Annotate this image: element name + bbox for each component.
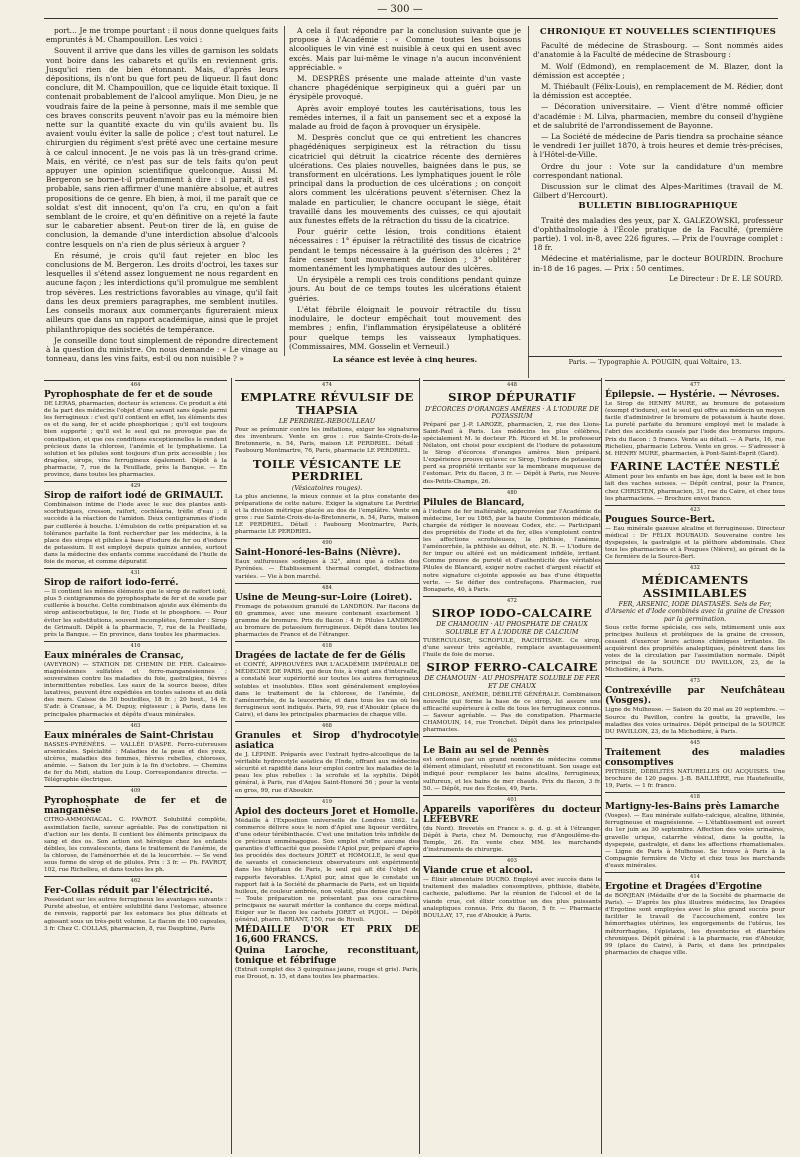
ad-number: 468 <box>235 721 419 730</box>
ad-subtitle: (Vésicatoires rouges). <box>291 483 363 492</box>
advertisement <box>423 488 601 594</box>
ad-headline: MÉDICAMENTS ASSIMILABLES <box>641 573 749 600</box>
ad-title: Pyrophosphate de fer et de manganèse <box>44 796 227 817</box>
article-paragraph: Un érysipèle a rempli ces trois conditions pendant quinze jours. Au bout de ce temps toutes les ulcérations étaient guéries. <box>289 275 521 303</box>
ad-title: Eaux minérales de Saint-Christau <box>44 730 214 741</box>
advertisement <box>235 797 419 925</box>
ad-body: TUBERCULOSE, SCROFULE, RACHITISME. Ce sirop, d'une saveur très agréable, remplace avantageusement l'huile de foie de morue. <box>423 637 601 658</box>
advertisement <box>44 721 227 785</box>
ad-body: Possédant sur les autres ferrugineux les avantages suivants : Pureté absolue, et entière solubilité dans l'estomac, absence de renvois, rapporté par les estomacs les plus délicats et agissant sous un très-petit volume. Le flacon de 100 capsules, 3 fr. Chez C. COLLAS, pharmacien, 8, rue Dauphine, Paris <box>44 897 227 932</box>
advertisement <box>605 792 785 870</box>
ad-title: Apiol des docteurs Joret et Homolle. <box>235 806 419 817</box>
ad-body: CITRO-AMMONIACAL. C. FAVROT. Solubilité complète, assimilation facile, saveur agréable. Pas de constipation ni d'action sur les dents. Il contient les éléments principaux du sang et des os. Son action est héroïque chez les enfants débiles, les convalescents, dans le traitement de l'anémie, de la chlorose, de l'aménorrhée et de la leucorrhée. — Se vend sous forme de sirop et de pilules. Prix : 3 fr. — Ph. FAVROT, 102, rue Richelieu, et dans toutes les ph. <box>44 817 227 874</box>
ad-body: (du Nord). Brevetés en France s. g. d. g. et à l'étranger. Dépôt à Paris, chez M. Demouchy, rue d'Angoulême-du-Temple, 26. En vente chez MM. les marchands d'instruments de chirurgie. <box>423 825 601 854</box>
ad-body: Aliment pour les enfants en bas âge, dont la base est le bon lait des vaches suisses. — Dépôt central, pour la France, chez CHRISTEN, pharmacien, 31, rue du Caire, et chez tous les pharmaciens. — Brochure envoi franco. <box>605 474 785 502</box>
ad-number: 432 <box>605 563 785 572</box>
ad-title: Martigny-les-Bains près Lamarche <box>605 802 780 813</box>
advertisement <box>235 641 419 719</box>
ad-number: 490 <box>235 538 419 547</box>
ad-number: 401 <box>423 795 601 804</box>
chronique-paragraph: M. Wolf (Edmond), en remplacement de M. Blazer, dont la démission est acceptée ; <box>533 61 783 80</box>
ad-column-1 <box>44 378 227 1154</box>
ad-subtitle: FER, ARSENIC, IODE DIASTASÉS. Sels de Fer, d'Arsenic et d'Iode combinés avec la graine de Cresson par la germination. <box>605 600 785 623</box>
article-paragraph: port… Je me trompe pourtant : il nous donne quelques faits empruntés à M. Champouillon. Les voici : <box>46 26 278 45</box>
advertisement <box>605 872 785 957</box>
chronique-paragraph: M. Thiébault (Félix-Louis), en remplacement de M. Rédier, dont la démission est acceptée. <box>533 82 783 101</box>
ad-title: Viande crue et alcool. <box>423 866 533 877</box>
article-paragraph: Pour guérir cette lésion, trois conditions étaient nécessaires : 1° épuiser la rétractilité des tissus de cicatrice pendant le temps nécessaire à la guérison des ulcères ; 2° faire cesser tout mouvement de flexion ; 3° oblitérer momentanément les lymphatiques autour des ulcères. <box>289 227 521 274</box>
ad-number: 445 <box>605 738 785 747</box>
ad-headline: SIROP FERRO-CALCAIRE <box>426 659 598 674</box>
advertisement <box>235 458 419 537</box>
ad-subtitle: D'ÉCORCES D'ORANGES AMÈRES · À L'IODURE DE POTASSIUM <box>425 404 599 420</box>
ad-number: 416 <box>44 641 227 650</box>
ad-body: CHLOROSE, ANÉMIE, DÉBILITÉ GÉNÉRALE. Combinaison nouvelle qui forme la base de ce sirop, lui assure une efficacité supérieure à celle de tous les ferrugineux connus. — Saveur agréable. — Pas de constipation. Pharmacie CHAMOUIN, 14, rue Tronchet. Dépôt dans les principales pharmacies. <box>423 691 601 734</box>
advertisement <box>605 505 785 562</box>
ad-number: 418 <box>605 792 785 801</box>
biblio-body <box>533 216 783 273</box>
chronique-paragraph: Discussion sur le climat des Alpes-Maritimes (travail de M. Gilbert d'Hercourt). <box>533 182 783 201</box>
ad-subtitle: DE CHAMOUIN · AU PHOSPHATE SOLUBLE DE FER ET DE CHAUX <box>424 674 600 690</box>
ad-title: Quina Laroche, reconstituant, tonique et fébrifuge <box>235 946 419 967</box>
ad-body: Le Sirop de HENRY MURE, au bromure de potassium (exempt d'iodure), est le seul qui offre au médecin un moyen facile d'administrer le bromure de potassium à haute dose. La pureté parfaite du bromure employé met le malade à l'abri des accidents causés par l'iode des bromures impurs. Prix du flacon : 5 francs. Vente au détail. — A Paris, 16, rue Richelieu, pharmacie Lebrou. Vente en gros. — S'adresser à M. HENRY MURE, pharmacien, à Pont-Saint-Esprit (Gard). <box>605 401 785 457</box>
ad-title: Granules et Sirop d'hydrocotyle asiatica <box>235 731 419 752</box>
ad-headline: EMPLATRE RÉVULSIF DE THAPSIA <box>240 390 414 417</box>
printer-line: Paris. — Typographie A. POUGIN, quai Voltaire, 13. <box>528 356 782 366</box>
advertisement <box>423 596 601 659</box>
ad-title: Le Bain au sel de Pennès <box>423 746 549 757</box>
ad-body: PHTHISIE, DÉBILITÉS NATURELLES OU ACQUISES. Une brochure de 120 pages. J.-B. BAILLIÈRE, rue Hautefeuille, 19, Paris. — 1 fr. franco. <box>605 768 785 790</box>
article-paragraph: A cela il faut répondre par la conclusion suivante que je propose à l'Académie : « Comme toutes les boissons alcooliques le vin viné est nuisible à ceux qui en usent avec excès. Mais par lui-même le vinage n'a aucun inconvénient appréciable. » <box>289 26 521 72</box>
ad-body: — Élixir alimentaire DUCRO. Employé avec succès dans le traitement des maladies consomptives, phthisie, diabète, cachexie, paludisme. Par la réunion de l'alcool et de la viande crue, cet élixir constitue un des plus puissants analeptiques connus. Prix du flacon, 5 fr. — Pharmacie BOULLAY, 17, rue d'Aboukir, à Paris. <box>423 877 601 919</box>
article-paragraph: M. Desprès conclut que ce qui entretient les chancres phagédéniques serpigineux est la rétraction du tissu cicatriciel qui détruit la cicatrice récente des dernières ulcérations. Ces plaies nouvelles, baignées dans le pus, se transforment en ulcérations. Les lymphatiques jouent le rôle principal dans la production de ces ulcérations ; on conçoit alors comment les ulcérations peuvent s'éterniser. Chez la malade en particulier, le chancre occupant le siège, était travaillé dans les mouvements des cuisses, ce qui ajoutait aux funestes effets de la rétraction du tissu de la cicatrice. <box>289 133 521 226</box>
ad-headline: FARINE LACTÉE NESTLÉ <box>610 458 780 473</box>
ad-title: Pilules de Blancard, <box>423 497 525 508</box>
article-paragraph: Après avoir employé toutes les cautérisations, tous les remèdes internes, il a fait un pansement sec et a exposé la malade au froid de façon à provoquer un érysipèle. <box>289 103 521 132</box>
ad-number: 462 <box>44 876 227 885</box>
ad-title: Usine de Meung-sur-Loire (Loiret). <box>235 592 413 603</box>
ad-number: 409 <box>44 786 227 795</box>
ad-headline: SIROP IODO-CALCAIRE <box>431 605 593 620</box>
ad-body: (Extrait complet des 3 quinquinas jaune, rouge et gris). Paris, rue Drouot, n. 15, et dans toutes les pharmacies. <box>235 967 419 981</box>
ad-body: Sous cette forme spéciale, ces sels, intimement unis aux principes huileux et protéiques de la graine de cresson, cessent d'exercer leurs actions chimiques irritantes. Ils acquièrent des propriétés analeptiques, pénètrent dans les voies de la circulation par l'assimilation normale. Dépôt principal de la SOURCE DU PAVILLON, 23, de la Michodière, à Paris. <box>605 624 785 674</box>
advertisement <box>44 568 227 639</box>
chronique-paragraph: — La Société de médecine de Paris tiendra sa prochaine séance le vendredi 1er juillet 1870, à trois heures et demie très-précises, à l'Hôtel-de-Ville. <box>533 132 783 160</box>
biblio-entry: Médecine et matérialisme, par le docteur BOURDIN. Brochure in-18 de 16 pages. — Prix : 50 centimes. <box>533 254 783 273</box>
ad-number: 414 <box>605 872 785 881</box>
ad-body: et CONTÉ, APPROUVÉES PAR L'ACADÉMIE IMPÉRIALE DE MÉDECINE DE PARIS, qui deux fois, à vingt ans d'intervalle, a constaté leur supériorité sur toutes les autres ferrugineux solubles et insolubles. Elles sont généralement employées dans le traitement de la chlorose, de l'anémie, de l'aménorrhée, de la leucorrhée, et dans tous les cas où les ferrugineux sont indiqués. Paris, 99, rue d'Aboukir (place du Caire), et dans les principales pharmacies de chaque ville. <box>235 662 419 718</box>
advertisement <box>235 380 419 456</box>
article-paragraph: Je conseille donc tout simplement de répondre directement à la question du ministre. On nous demande : « Le vinage au tonneau, dans les vins faits, est-il ou non nuisible ? » <box>46 335 278 364</box>
advertisement <box>423 856 601 920</box>
ad-number: 473 <box>605 676 785 685</box>
chronique-paragraph: Ordre du jour : Vote sur la candidature d'un membre correspondant national. <box>533 161 783 180</box>
advertisement <box>235 925 419 945</box>
ad-number: 477 <box>605 380 785 389</box>
ad-number: 464 <box>44 380 227 389</box>
advertisement <box>423 380 601 486</box>
advertisement <box>605 738 785 790</box>
ad-title: Contrexéville par Neufchâteau (Vosges). <box>605 686 785 707</box>
ad-number: 429 <box>44 481 227 490</box>
ad-body: Médaille à l'Exposition universelle de Londres 1862. Le commerce délivre sous le nom d'Apiol une liqueur verdâtre, d'une odeur térébinthacée. C'est une imitation très infidèle de ce précieux emménagogue. Son emploi n'offre aucune des garanties d'efficacité que possède l'Apiol pur, préparé d'après les procédés des docteurs JORET et HOMOLLE, le seul que de savants et consciencieux observateurs ont expérimenté dans les hôpitaux de Paris, le seul qui ait été l'objet de rapports favorables. L'Apiol pur, ainsi que le constate un rapport fait à la Société de pharmacie de Paris, est un liquide huileux, de couleur ambrée, non volatil, plus dense que l'eau. — Toute préparation ne présentant pas ces caractères principaux ne saurait mériter la confiance du corps médical. Exiger sur le flacon les cachets JORET et PUJOL. — Dépôt général, pharm. BRIANT, 150, rue de Rivoli. <box>235 817 419 924</box>
advertisement <box>44 481 227 566</box>
ad-number: 418 <box>235 641 419 650</box>
advertisement <box>605 563 785 674</box>
ad-number: 448 <box>423 380 601 389</box>
advertisement <box>44 380 227 479</box>
ad-headline: SIROP DÉPURATIF <box>448 390 576 405</box>
advertisement <box>235 538 419 580</box>
ad-title: Eaux minérales de Cransac, <box>44 650 184 661</box>
ad-title: Appareils vaporifères du docteur LEFEBVRE <box>423 804 601 825</box>
ad-number: 403 <box>423 856 601 865</box>
advertisement <box>44 876 227 933</box>
advertisement <box>235 721 419 795</box>
ad-body: de BONJEAN (Médaille d'or de la Société de pharmacie de Paris). — D'après les plus illustres médecins, les Dragées d'Ergotine sont employées avec le plus grand succès pour faciliter le travail de l'accouchement, contre les hémorrhagies utérines, les engorgements de l'utérus, les métrorrhagies, l'épistaxis, les dysenteries et diarrhées chroniques. Dépôt général : à la pharmacie, rue d'Aboukir, 99 (place du Caire), à Paris, et dans les principales pharmacies de chaque ville. <box>605 893 785 956</box>
ad-column-4 <box>601 378 785 1154</box>
ad-number: 480 <box>423 488 601 497</box>
ad-number: 472 <box>423 596 601 605</box>
ad-body: BASSES-PYRÉNÉES. — VALLÉE D'ASPE. Ferro-cuivreuses arsenicales. Spécialité : Maladies de la peau et des yeux, ulcères, maladies des femmes, fièvres rebelles, chloroses, anémie. — Saison du 1er juin à la fin d'octobre. — Chemins de fer du Midi, station du Loup. Correspondance directe. — Télégraphie électrique. <box>44 741 227 784</box>
ad-column-3 <box>419 378 601 1154</box>
ad-body: de J. LÉPINE. Préparés avec l'extrait hydro-alcoolique de la véritable hydrocotyle asiatica de l'Inde, offrant aux médecins sécurité et rapidité dans leur emploi contre les maladies de la peau les plus rebelles : la scrofule et la syphilis. Dépôt général, à Paris, rue d'Anjou Saint-Honoré 56 ; pour la vente en gros, 99, rue d'Aboukir. <box>235 752 419 794</box>
advertisement <box>235 583 419 640</box>
ad-number: 484 <box>235 583 419 592</box>
advertisement <box>423 736 601 793</box>
ad-title: Sirop de raifort iodé de GRIMAULT. <box>44 491 224 502</box>
biblio-heading: BULLETIN BIBLIOGRAPHIQUE <box>578 201 738 212</box>
advertisement <box>605 460 785 503</box>
ad-headline: TOILE VÉSICANTE LE PERDRIEL <box>252 456 402 484</box>
ad-title: Pougues Source-Bert. <box>605 514 715 525</box>
page-number: — 300 — <box>377 4 423 15</box>
ad-number: 463 <box>423 736 601 745</box>
ad-body: à l'iodure de fer inaltérable, approuvées par l'Académie de médecine, 1er ou 1865, par la haute Commission médicale, chargée de rédiger le nouveau Codex, etc. — Participant des propriétés de l'iode et du fer, elles s'emploient contre les affections scrofuleuses, la phthisie, l'anémie, l'aménorrhée, la phthisie au début, etc. N. B. — L'iodure de fer impur ou altéré est un médicament infidèle, irritant. Comme preuve de pureté et d'authenticité des véritables Pilules de Blancard, exiger notre cachet d'argent réactif et notre signature ci-jointe apposée au bas d'une étiquette verte. — Se défier des contrefaçons. Pharmacien, rue Bonaparte, 40, à Paris. <box>423 508 601 593</box>
ad-body: Pour se prémunir contre les imitations, exiger les signatures des inventeurs. Vente en gros : rue Sainte-Croix-de-la-Bretonnerie, n. 54, Paris, maison LE PERDRIEL. Détail : Faubourg Montmartre, 76, Paris, pharmacie LE PERDRIEL. <box>235 427 419 455</box>
ad-title: MÉDAILLE D'OR ET PRIX DE 16,600 FRANCS. <box>235 925 419 946</box>
biblio-entry: Traité des maladies des yeux, par X. GALEZOWSKI, professeur d'ophthalmologie à l'École pratique de la Faculté, (première partie). 1 vol. in-8, avec 226 figures. — Prix de l'ouvrage complet : 18 fr. <box>533 215 783 253</box>
director-signature: Le Directeur : Dr E. LE SOURD. <box>669 274 783 283</box>
chronique-paragraph: — Décoration universitaire. — Vient d'être nommé officier d'académie : M. Lilva, pharmacien, membre du conseil d'hygiène et de salubrité de l'arrondissement de Bayonne. <box>533 102 783 130</box>
ad-column-2 <box>231 378 419 1154</box>
ad-number: 419 <box>235 797 419 806</box>
ad-body: La plus ancienne, la mieux connue et la plus constante des préparations de cette nature. Exiger la signature Le Perdriel et la division métrique placée au dos de l'emplâtre. Vente en gros : rue Sainte-Croix-de-la-Bretonnerie, n. 54, Paris, maison LE PERDRIEL. Détail : Faubourg Montmartre, Paris, pharmacie LE PERDRIEL. <box>235 493 419 536</box>
ad-number: 431 <box>44 568 227 577</box>
session-closing: La séance est levée à cinq heures. <box>332 354 478 364</box>
article-paragraph: M. DESPRÈS présente une malade atteinte d'un vaste chancre phagédénique serpigineux qui a guéri par un érysipèle provoqué. <box>289 74 521 102</box>
ad-number: 463 <box>44 721 227 730</box>
ad-subtitle: DE CHAMOUIN · AU PHOSPHATE DE CHAUX SOLUBLE ET A L'IODURE DE CALCIUM <box>436 620 588 636</box>
ad-number: 423 <box>605 505 785 514</box>
ad-title: Dragées de lactate de fer de Gélis <box>235 651 406 662</box>
chronique-paragraph: Faculté de médecine de Strasbourg. — Sont nommés aides d'anatomie à la Faculté de médecine de Strasbourg : <box>533 41 783 60</box>
ad-body: Préparé par J.-P. LAROZE, pharmacien, 2, rue des Lions-Saint-Paul à Paris. Les médecins les plus célèbres, spécialement M. le docteur Ph. Ricord et M. le professeur Nélaton, ont choisi pour excipient de l'iodure de potassium le Sirop d'écorces d'oranges amères bien préparé. L'expérience prouve qu'avec ce Sirop, l'iodure de potassium perd sa propriété irritante sur la membrane muqueuse de l'estomac. Prix du flacon, 3 fr. — Dépôt à Paris, rue Neuve-des-Petits-Champs, 26. <box>423 421 601 485</box>
advertisement <box>605 676 785 735</box>
chronique-body <box>533 41 783 200</box>
ad-title: Épilepsie. — Hystérie. — Névroses. <box>605 390 780 401</box>
ad-title: Pyrophosphate de fer et de soude <box>44 390 213 401</box>
ad-body: est ordonné par un grand nombre de médecins comme élément stimulant, résolutif et reconstituant. Son usage est indiqué pour remplacer les bains alcalins, ferrugineux, sulfureux, et les bains de mer chauds. Prix du flacon, 3 fr. 50. — Dépôt, rue des Écoles, 49, Paris. <box>423 757 601 792</box>
advertisement <box>235 946 419 981</box>
ad-title: Saint-Honoré-les-Bains (Nièvre). <box>235 548 401 559</box>
ad-body: (AVEYRON) — STATION DE CHEMIN DE FER. Calcaires-magnésiennes sulfatées et ferro-manganésiennes ; souveraines contre les maladies du foie, gastralgies, fièvres intermittentes rebelles. Les eaux de la source basse, dites laxatives, peuvent être expédiées en toutes saisons et au delà des mers. Caisse de 30 bouteilles, 18 fr. ; 20 bout., 14 fr. S'adr. à Cransac, à M. Dupuy, régisseur ; à Paris, dans les principales pharmacies et dépôts d'eaux minérales. <box>44 661 227 718</box>
top-rule <box>44 18 778 19</box>
chronique-column <box>528 26 783 378</box>
advertisement <box>423 661 601 734</box>
article-paragraph: L'état fébrile éloignait le pouvoir rétractile du tissu inodulaire, le docteur empêchait tout mouvement des membres ; enfin, l'inflammation érysipélateuse a oblitéré pour quelque temps les vaisseaux lymphatiques. (Commissaires, MM. Gosselin et Verneuil.) <box>289 304 521 351</box>
ad-body: (Vosges). — Eau minérale sulfato-calcique, alcaline, lithinée, ferrugineuse et magnésienne. — L'établissement est ouvert du 1er juin au 30 septembre. Affection des voies urinaires, gravelle urique, catarrhe vésical, dans la goutte, la dyspepsie, gastralgie, et dans les affections rhumatismales. — Ligne de Paris à Mulhouse. Se trouve à Paris à la Compagnie fermière de Vichy et chez tous les marchands d'eaux minérales. <box>605 813 785 869</box>
ad-title: Traitement des maladies consomptives <box>605 747 785 768</box>
ad-body: — Eau minérale gazeuse alcaline et ferrugineuse. Directeur médical : Dr FÉLIX ROUBAUD. Souveraine contre les dyspepsies, la gastralgie et la pléthore abdominale. Chez tous les pharmaciens et à Pougues (Nièvre), au gérant de la Ce fermière de la Source-Bert. <box>605 525 785 561</box>
ad-body: — Il contient les mêmes éléments que le sirop de raifort iodé, plus 5 centigrammes de pyrophosphate de fer et de soude par cuillerée à bouche. Cette combinaison ajoute aux éléments du sirop antiscorbutique, le fer, l'iode et le phosphore. — Pour éviter les substitutions, souvent incomplètes, formuler : Sirop de Grimault. Dépôt à la pharmacie, 7, rue de la Feuillade, près la Banque. — En province, dans toutes les pharmacies. <box>44 589 227 638</box>
article-paragraph: Souvent il arrive que dans les villes de garnison les soldats vont boire dans les cabarets et qu'ils en reviennent gris. Jusqu'ici rien de bien étonnant. Mais, d'après leurs dépositions, ils n'ont bu que fort peu de liqueur. Il faut donc conclure, dit M. Champouillon, que ce liquide était toxique. Il contenait probablement de l'alcool amylique. Mon Dieu, je ne voudrais faire de la peine à personne, mais il me semble que ces braves conscrits peuvent n'avoir pas eu la mémoire bien nette sur la quantité exacte du vin qu'ils avaient bu. Ils avaient voulu éviter la salle de police ; c'est tout naturel. Le chirurgien du régiment s'est prêté avec une certaine mesure à ce calcul innocent. Je ne vois pas là un très-grand crime. Mais, en vérité, ce n'est pas sur de tels faits qu'on peut appuyer une opinion scientifique quelconque. Aussi M. Bergeron se borne-t-il prudemment à dire : il paraît, il est probable, sans rien affirmer d'une manière absolue, et autres propositions de ce genre. Eh bien, à moi, il me paraît que ce soldat s'est dit innocent, qu'on l'a cru, en qu'on a fait semblant de le croire, et qu'en définitive on a rejeté la faute sur le cabaretier absent. Peut-on tirer de là, en guise de conclusion, la demande d'une interdiction absolue d'alcools contre lesquels on n'a rien de plus sérieux à arguer ? <box>46 46 278 249</box>
ad-body: Fromage de potassium granulé de LANDRON. Par flacons de 60 grammes, avec une mesure contenant exactement 1 gramme de bromure. Prix du flacon : 4 fr. Pilules LANDRON au bromure de potassium ferrugineux. Dépôt dans toutes les pharmacies de France et de l'étranger. <box>235 603 419 639</box>
ad-title: Fer-Collas réduit par l'électricité. <box>44 886 213 897</box>
article-column-1 <box>46 26 278 364</box>
advertisement <box>423 795 601 854</box>
ad-title: Ergotine et Dragées d'Ergotine <box>605 882 763 893</box>
chronique-heading: CHRONIQUE ET NOUVELLES SCIENTIFIQUES <box>539 27 777 37</box>
advertisement <box>44 786 227 874</box>
ad-number: 474 <box>235 380 419 389</box>
ad-body: Eaux sulfureuses sodiques à 32°, ainsi que à celles des Pyrénées. — Établissement thermal complet, distractions variées. — Vie à bon marché. <box>235 559 419 580</box>
ad-body: Ligne de Mulhouse. — Saison du 20 mai au 20 septembre. — Source du Pavillon, contre la goutte, la gravelle, les maladies des voies urinaires. Dépôt principal de la SOURCE DU PAVILLON, 23, de la Michodière, à Paris. <box>605 707 785 735</box>
ad-body: DE LERAS, pharmacien, docteur ès sciences. Ce produit a été de la part des médecins l'objet d'une savant sans égale parmi les ferrugineux : c'est qu'il contient en effet, les éléments des os et du sang, fer et acide phosphorique ; qu'il est toujours bien supporté ; qu'il est le seul qui ne provoque pas de constipation, et que ces conditions exceptionnelles le rendent précieux dans la chlorose, l'anémie et le lymphatisme. La solution et les pilules sont toujours d'un prix accessible ; les dragées, sirops, vins ferrugineux également. Dépôt à la pharmacie, 7, rue de la Feuillade, près la Banque. — En province, dans toutes les pharmacies. <box>44 401 227 479</box>
advertisement <box>605 380 785 458</box>
article-paragraph: En résumé, je crois qu'il faut rejeter en bloc les conclusions de M. Bergeron. Les droits d'octroi, les taxes sur lesquelles il s'étend assez longuement ne nous regardent en aucune façon ; les interdictions qu'il promulgue me semblent trop sévères. Les restrictions favorables au vinage, qu'il fait dans les deux premiers paragraphes, me semblent inutiles. Les conseils moraux aux commerçants figureraient mieux ailleurs que dans un rapport académique, ainsi que le projet philanthropique des sociétés de tempérance. <box>46 250 278 334</box>
advertisement <box>44 641 227 719</box>
ad-subtitle: LE PERDRIEL-REBOULLEAU <box>278 417 376 426</box>
ad-body: Combinaison intime de l'iode avec le suc des plantes anti-scorbutiques, cresson, raifort, cochléaria, trèfle d'eau ; il succède à la réaction de l'amidon. Deux centigrammes d'iode par cuillerée à bouche. L'émulsion de cette préparation et sa tolérance parfaite la font rechercher par les médecins, à la place des sirops et pilules à base d'iodure de fer ou d'iodure de potassium. Il est employé depuis quinze années, surtout dans la médecine des enfants comme succédané de l'huile de foie de morue, et comme dépuratif. <box>44 502 227 565</box>
article-column-2 <box>284 26 521 364</box>
ad-title: Sirop de raifort iodo-ferré. <box>44 578 179 589</box>
